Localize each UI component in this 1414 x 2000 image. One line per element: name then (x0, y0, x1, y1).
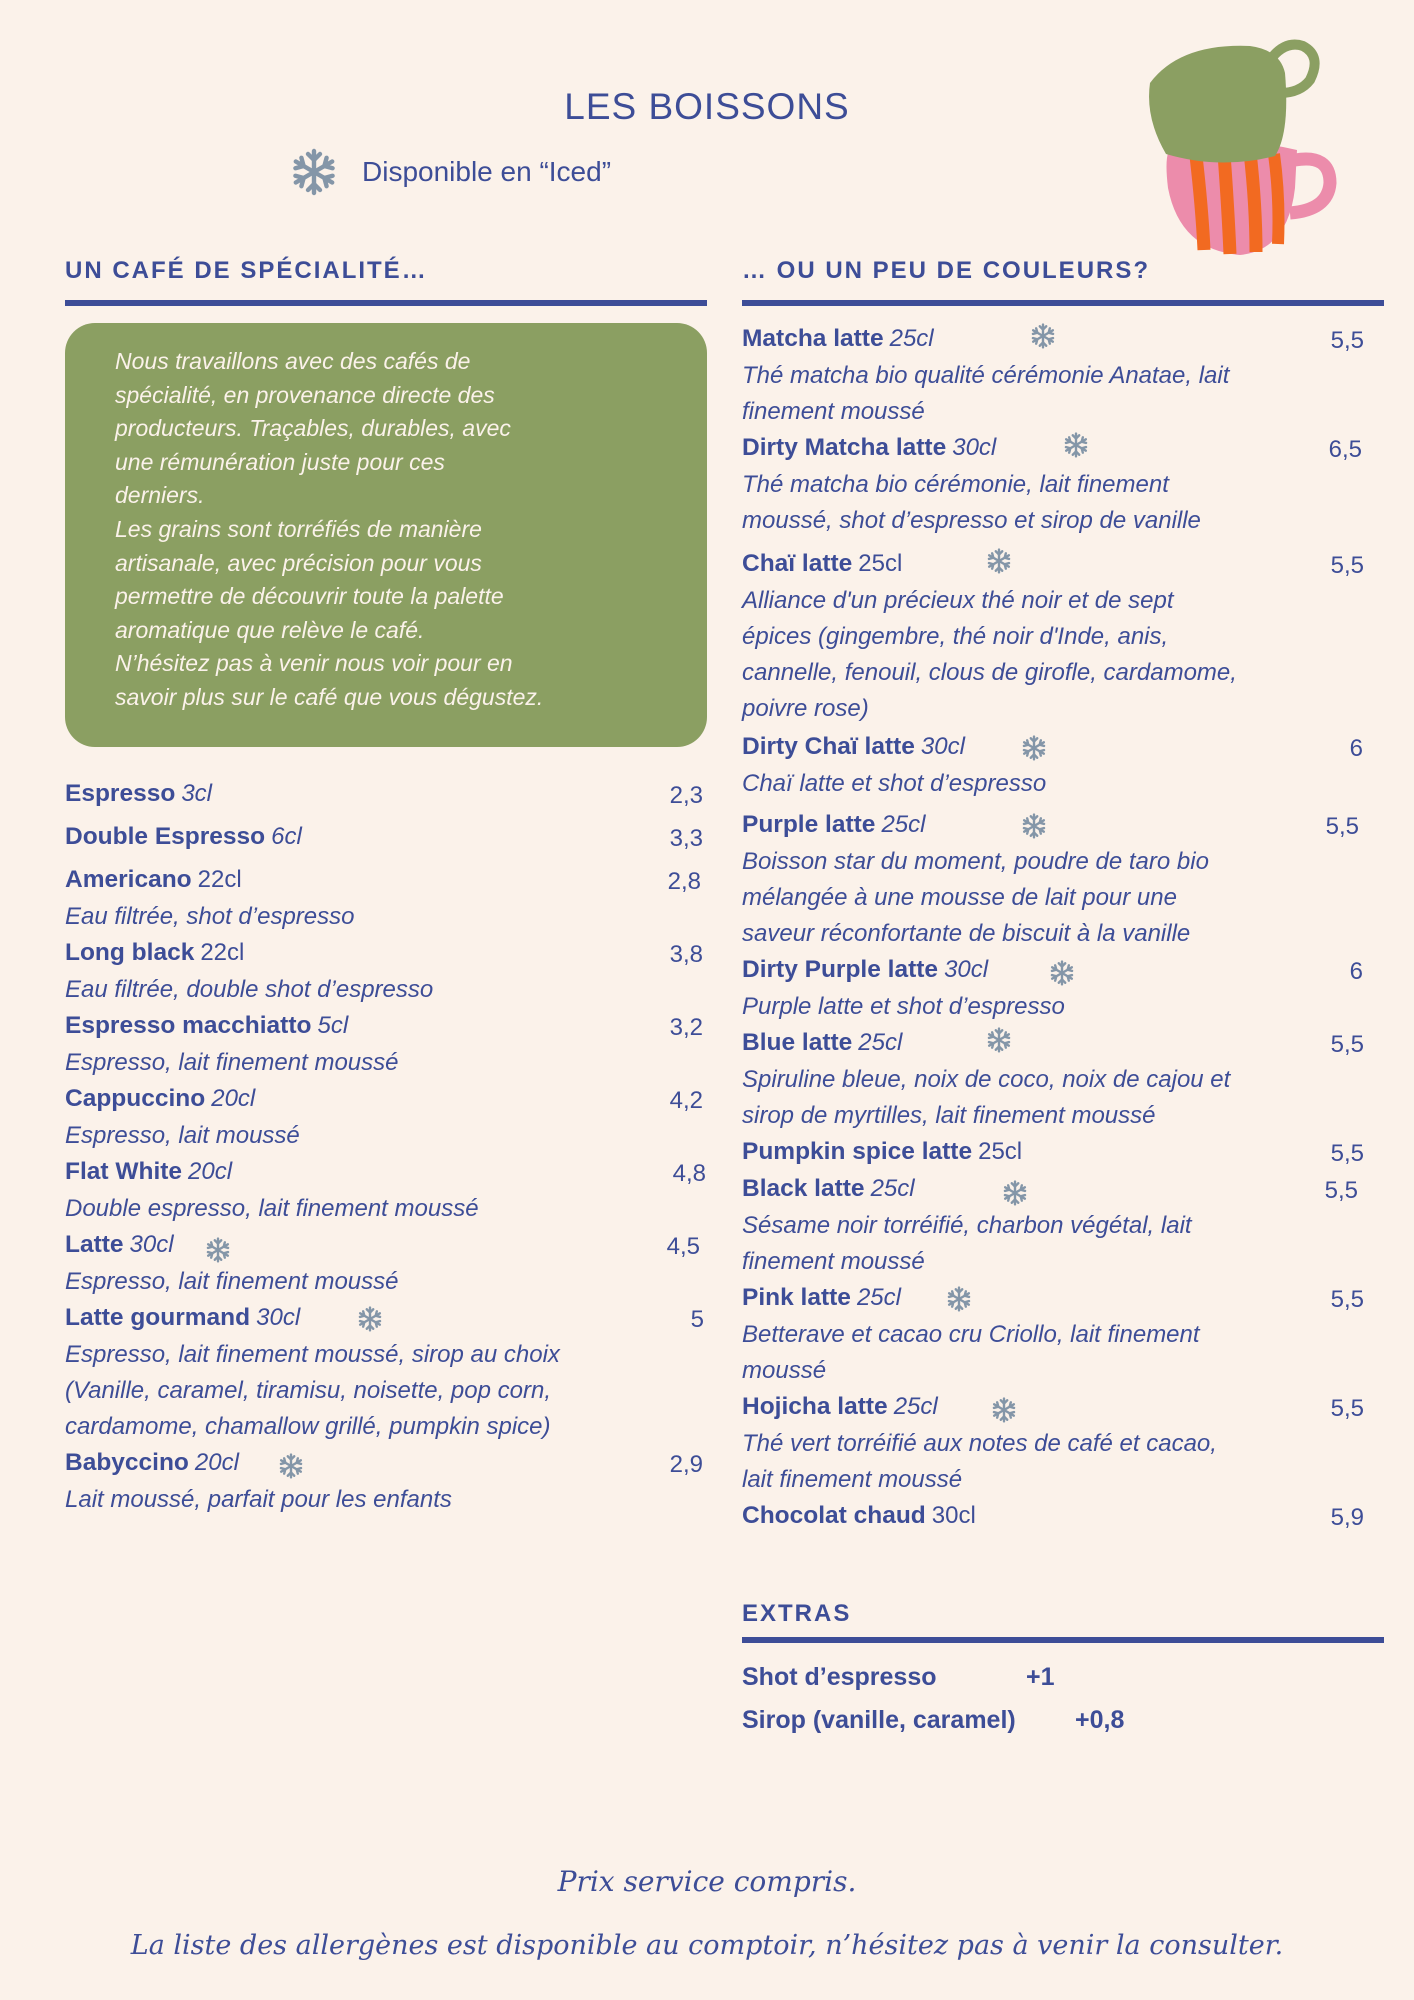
snowflake-icon (278, 1453, 304, 1479)
item-name: Pink latte (742, 1284, 851, 1311)
item-price: 3,2 (669, 1014, 703, 1041)
left-heading: UN CAFÉ DE SPÉCIALITÉ… (65, 257, 428, 284)
item-description: Sésame noir torréifié, charbon végétal, lait (742, 1212, 1192, 1239)
item-price: 4,2 (669, 1087, 703, 1114)
item-description: saveur réconfortante de biscuit à la vanille (742, 920, 1191, 947)
item-size: 22cl (197, 866, 242, 893)
item-name: Americano (65, 866, 192, 893)
item-description: Espresso, lait finement moussé (65, 1268, 399, 1295)
menu-item-dirty-matcha-latte (742, 434, 996, 462)
item-size: 30cl (931, 1502, 976, 1529)
item-name: Flat White (65, 1158, 183, 1185)
item-name: Latte (65, 1231, 124, 1258)
item-size: 20cl (194, 1449, 239, 1476)
item-price: 5,5 (1330, 1140, 1364, 1167)
item-description: Espresso, lait moussé (65, 1122, 300, 1149)
item-price: 4,5 (666, 1233, 700, 1260)
menu-item-hojicha-latte (742, 1393, 938, 1421)
item-description: Alliance d'un précieux thé noir et de sept (742, 587, 1174, 614)
item-price: 3,3 (669, 825, 703, 852)
snowflake-icon (357, 1306, 383, 1332)
item-name: Dirty Purple latte (742, 956, 939, 983)
extra-name: Sirop (vanille, caramel) (742, 1706, 1016, 1734)
extras-heading-rule (742, 1637, 1384, 1643)
item-description: moussé (742, 1357, 827, 1384)
snowflake-icon (205, 1237, 231, 1263)
intro-line: aromatique que relève le café. (115, 616, 425, 643)
item-price: 5,5 (1330, 1395, 1364, 1422)
mugs-illustration (1140, 38, 1340, 268)
item-name: Dirty Matcha latte (742, 434, 947, 461)
item-price: 5 (690, 1306, 704, 1333)
item-price: 3,8 (669, 941, 703, 968)
item-price: 6 (1349, 958, 1363, 985)
item-description: Thé matcha bio qualité cérémonie Anatae, lait (742, 362, 1230, 389)
snowflake-icon (1021, 735, 1047, 761)
menu-item-dirty-purple-latte (742, 956, 988, 984)
item-size: 3cl (181, 780, 212, 807)
item-price: 6 (1349, 735, 1363, 762)
snowflake-icon (1021, 813, 1047, 839)
item-price: 5,9 (1330, 1504, 1364, 1531)
extras-heading: EXTRAS (742, 1600, 852, 1627)
item-description: Espresso, lait finement moussé (65, 1049, 399, 1076)
intro-line: une rémunération juste pour ces (115, 448, 445, 475)
item-description: Chaï latte et shot d’espresso (742, 770, 1047, 797)
item-description: Betterave et cacao cru Criollo, lait finement (742, 1321, 1200, 1348)
item-size: 20cl (188, 1158, 233, 1185)
item-description: Eau filtrée, double shot d’espresso (65, 976, 434, 1003)
item-name: Double Espresso (65, 823, 266, 850)
item-price: 5,5 (1330, 1286, 1364, 1313)
intro-line: savoir plus sur le café que vous dégustez. (115, 683, 544, 710)
item-size: 25cl (858, 550, 903, 577)
item-description: poivre rose) (742, 695, 869, 722)
intro-line: artisanale, avec précision pour vous (115, 549, 482, 576)
page-title: LES BOISSONS (564, 86, 850, 127)
item-name: Black latte (742, 1175, 865, 1202)
item-name: Espresso macchiatto (65, 1012, 312, 1039)
item-name: Chocolat chaud (742, 1502, 926, 1529)
iced-legend (290, 148, 611, 196)
item-price: 4,8 (672, 1160, 706, 1187)
menu-item-black-latte (742, 1175, 915, 1203)
intro-line: Les grains sont torréfiés de manière (115, 515, 482, 542)
item-description: lait finement moussé (742, 1466, 963, 1493)
item-price: 2,3 (669, 782, 703, 809)
item-size: 30cl (129, 1231, 174, 1258)
item-size: 25cl (893, 1393, 938, 1420)
item-price: 5,5 (1325, 813, 1359, 840)
right-heading: … OU UN PEU DE COULEURS? (742, 257, 1151, 284)
intro-line: N’hésitez pas à venir nous voir pour en (115, 650, 513, 677)
item-name: Chaï latte (742, 550, 853, 577)
item-name: Hojicha latte (742, 1393, 888, 1420)
item-price: 5,5 (1330, 552, 1364, 579)
item-size: 30cl (920, 733, 965, 760)
menu-item-chai-latte (742, 550, 902, 578)
intro-line: spécialité, en provenance directe des (115, 381, 495, 408)
item-price: 5,5 (1324, 1177, 1358, 1204)
item-description: Spiruline bleue, noix de coco, noix de cajou et (742, 1066, 1231, 1093)
snowflake-icon (290, 148, 338, 196)
item-description: Lait moussé, parfait pour les enfants (65, 1486, 452, 1513)
menu-item-pumpkin-spice-latte (742, 1138, 1022, 1166)
menu-item-latte-gourmand (65, 1304, 300, 1332)
item-name: Cappuccino (65, 1085, 206, 1112)
menu-item-espresso-macchiatto (65, 1012, 348, 1040)
item-name: Blue latte (742, 1029, 853, 1056)
menu-item-espresso (65, 780, 212, 808)
item-price: 2,9 (669, 1451, 703, 1478)
item-size: 5cl (317, 1012, 349, 1039)
item-description: épices (gingembre, thé noir d'Inde, anis, (742, 623, 1169, 650)
item-description: Double espresso, lait finement moussé (65, 1195, 479, 1222)
item-size: 25cl (881, 811, 926, 838)
item-size: 20cl (211, 1085, 256, 1112)
item-size: 25cl (870, 1175, 915, 1202)
item-description: finement moussé (742, 1248, 925, 1275)
item-size: 6cl (271, 823, 302, 850)
extra-price: +1 (1026, 1663, 1055, 1691)
menu-item-latte (65, 1231, 174, 1259)
item-size: 30cl (952, 434, 997, 461)
item-name: Dirty Chaï latte (742, 733, 915, 760)
item-description: cardamome, chamallow grillé, pumpkin spice) (65, 1413, 551, 1440)
menu-item-americano (65, 866, 242, 894)
menu-item-babyccino (65, 1449, 239, 1477)
snowflake-icon (986, 1027, 1012, 1053)
menu-item-matcha-latte (742, 325, 934, 353)
snowflake-icon (1030, 323, 1056, 349)
item-size: 25cl (978, 1138, 1023, 1165)
item-description: Eau filtrée, shot d’espresso (65, 903, 355, 930)
right-heading-rule (742, 300, 1384, 306)
footer-service-note: Prix service compris. (557, 1865, 857, 1898)
menu-item-flat-white (65, 1158, 232, 1186)
extra-price: +0,8 (1075, 1706, 1125, 1734)
snowflake-icon (1002, 1180, 1028, 1206)
item-name: Matcha latte (742, 325, 884, 352)
item-size: 22cl (200, 939, 245, 966)
item-description: Boisson star du moment, poudre de taro bio (742, 848, 1209, 875)
item-description: Thé vert torréifié aux notes de café et cacao, (742, 1430, 1217, 1457)
item-description: (Vanille, caramel, tiramisu, noisette, pop corn, (65, 1377, 551, 1404)
snowflake-icon (946, 1286, 972, 1312)
intro-box (65, 323, 707, 747)
menu-item-blue-latte (742, 1029, 902, 1057)
item-description: cannelle, fenouil, clous de girofle, cardamome, (742, 659, 1237, 686)
item-size: 25cl (858, 1029, 903, 1056)
item-name: Babyccino (65, 1449, 189, 1476)
menu-item-chocolat-chaud (742, 1502, 976, 1530)
snowflake-icon (986, 548, 1012, 574)
item-description: Purple latte et shot d’espresso (742, 993, 1065, 1020)
menu-item-dirty-chai-latte (742, 733, 965, 761)
menu-item-purple-latte (742, 811, 925, 839)
item-name: Purple latte (742, 811, 876, 838)
item-name: Pumpkin spice latte (742, 1138, 973, 1165)
intro-line: Nous travaillons avec des cafés de (115, 348, 471, 374)
intro-line: producteurs. Traçables, durables, avec (115, 415, 511, 442)
item-description: Espresso, lait finement moussé, sirop au choix (65, 1341, 560, 1368)
item-description: finement moussé (742, 398, 925, 425)
item-size: 30cl (256, 1304, 301, 1331)
item-description: sirop de myrtilles, lait finement moussé (742, 1102, 1156, 1129)
item-size: 25cl (889, 325, 934, 352)
menu-item-long-black (65, 939, 244, 967)
intro-line: derniers. (115, 482, 205, 509)
item-price: 2,8 (667, 868, 701, 895)
item-name: Long black (65, 939, 195, 966)
item-description: moussé, shot d’espresso et sirop de vanille (742, 507, 1201, 534)
item-size: 25cl (856, 1284, 901, 1311)
item-description: Thé matcha bio cérémonie, lait finement (742, 471, 1169, 498)
item-description: mélangée à une mousse de lait pour une (742, 884, 1177, 911)
footer-allergens-note: La liste des allergènes est disponible au comptoir, n’hésitez pas à venir la consulter. (130, 1930, 1284, 1961)
item-size: 30cl (944, 956, 989, 983)
intro-line: permettre de découvrir toute la palette (115, 583, 504, 610)
menu-item-pink-latte (742, 1284, 901, 1312)
item-name: Espresso (65, 780, 176, 807)
item-name: Latte gourmand (65, 1304, 251, 1331)
extra-name: Shot d’espresso (742, 1663, 937, 1691)
iced-legend-text: Disponible en “Iced” (362, 156, 612, 187)
item-price: 5,5 (1330, 1031, 1364, 1058)
snowflake-icon (991, 1397, 1017, 1423)
snowflake-icon (1049, 960, 1075, 986)
item-price: 6,5 (1328, 436, 1362, 463)
menu-item-double-espresso (65, 823, 302, 851)
menu-item-cappuccino (65, 1085, 255, 1113)
snowflake-icon (1063, 432, 1089, 458)
left-heading-rule (65, 300, 707, 306)
item-price: 5,5 (1330, 327, 1364, 354)
